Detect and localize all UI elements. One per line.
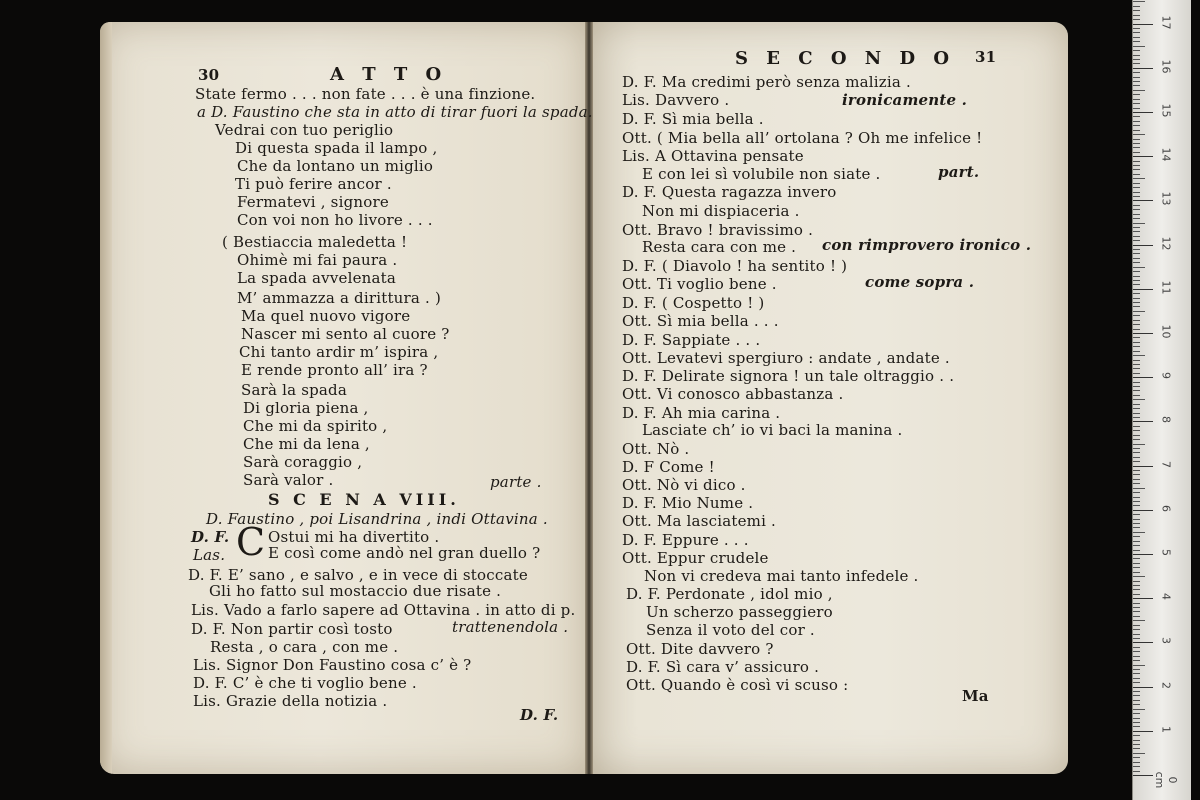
ruler-tick [1133,289,1153,290]
text-line: M’ ammazza a dirittura . ) [237,289,442,307]
ruler-label: 4 [1159,593,1173,601]
ruler-tick [1133,192,1140,193]
text-line: Ott. Bravo ! bravissimo . [622,221,814,239]
ruler-tick [1133,59,1140,60]
ruler-tick [1133,386,1140,387]
text-line: Ott. Ti voglio bene . [622,275,777,293]
page-edge [100,22,112,774]
ruler-tick [1133,510,1153,511]
text-line: Ott. Levatevi spergiuro : andate , andate . [622,349,950,367]
ruler-tick [1133,324,1140,325]
ruler-tick [1133,399,1145,400]
ruler-tick [1133,156,1153,157]
ruler-tick [1133,231,1140,232]
ruler-tick [1133,735,1140,736]
ruler-tick [1133,152,1140,153]
ruler-tick [1133,704,1140,705]
ruler-tick [1133,161,1140,162]
text-line: Ott. Quando è così vi scuso : [626,676,849,694]
book-gutter [585,22,593,774]
ruler-tick [1133,315,1140,316]
ruler-tick [1133,143,1140,144]
ruler-tick [1133,541,1140,542]
ruler-tick [1133,81,1140,82]
ruler-tick [1133,550,1140,551]
text-line: come sopra . [865,273,975,291]
ruler-tick [1133,77,1140,78]
text-line: Di questa spada il lampo , [235,139,438,157]
ruler-tick [1133,766,1140,767]
text-line: D. F. E’ sano , e salvo , e in vece di stoccate [188,566,528,584]
ruler-tick [1133,63,1140,64]
ruler-tick [1133,364,1140,365]
text-line: Sarà la spada [241,381,347,399]
text-line: Con voi non ho livore . . . [237,211,433,229]
ruler-tick [1133,435,1140,436]
text-line: D. F. Sì mia bella . [622,110,764,128]
ruler-tick [1133,669,1140,670]
ruler-tick [1133,130,1140,131]
ruler-tick [1133,479,1140,480]
ruler-tick [1133,262,1140,263]
ruler-tick [1133,99,1140,100]
ruler-tick [1133,421,1153,422]
ruler-tick [1133,19,1140,20]
ruler-tick [1133,638,1140,639]
ruler-tick [1133,762,1140,763]
ruler-tick [1133,187,1140,188]
text-line: Las. [193,546,226,564]
ruler-tick [1133,775,1153,776]
ruler-tick [1133,426,1140,427]
text-line: Che mi da lena , [243,435,370,453]
ruler-tick [1133,660,1140,661]
running-head: S E C O N D O [735,48,956,69]
ruler-tick [1133,753,1145,754]
ruler-tick [1133,169,1140,170]
ruler-tick [1133,603,1140,604]
text-line: parte . [490,473,542,491]
ruler-label: 0 cm [1153,771,1179,789]
ruler-tick [1133,103,1140,104]
ruler-tick [1133,390,1140,391]
ruler-tick [1133,267,1145,268]
ruler-tick [1133,293,1140,294]
text-line: Nascer mi sento al cuore ? [241,325,450,343]
ruler-tick [1133,695,1140,696]
ruler-tick [1133,598,1153,599]
ruler-tick [1133,276,1140,277]
ruler-label: 10 [1159,324,1173,339]
ruler-tick [1133,740,1140,741]
text-line: ironicamente . [842,91,968,109]
ruler-tick [1133,196,1140,197]
text-line: D. F. Eppure . . . [622,531,749,549]
ruler-tick [1133,413,1140,414]
ruler-tick [1133,280,1140,281]
text-line: Gli ho fatto sul mostaccio due risate . [209,582,502,600]
ruler-tick [1133,430,1140,431]
text-line: Non vi credeva mai tanto infedele . [644,567,919,585]
text-line: Ott. Nò . [622,440,690,458]
ruler-tick [1133,536,1140,537]
ruler-tick [1133,395,1140,396]
ruler-tick [1133,474,1140,475]
ruler-tick [1133,554,1153,555]
ruler-tick [1133,178,1145,179]
ruler-tick [1133,311,1145,312]
ruler-tick [1133,461,1140,462]
text-line: E rende pronto all’ ira ? [241,361,428,379]
text-line: Resta , o cara , con me . [210,638,399,656]
ruler-tick [1133,46,1145,47]
text-line: Ott. Ma lasciatemi . [622,512,776,530]
ruler-tick [1133,125,1140,126]
ruler-tick [1133,731,1153,732]
text-line: Un scherzo passeggiero [646,603,833,621]
ruler-tick [1133,214,1140,215]
text-line: Ma [962,687,989,705]
ruler-tick [1133,249,1140,250]
text-line: Vedrai con tuo periglio [215,121,394,139]
ruler-label: 8 [1159,416,1173,424]
ruler-label: 9 [1159,372,1173,380]
ruler-tick [1133,514,1140,515]
ruler-tick [1133,302,1140,303]
ruler-tick [1133,218,1140,219]
ruler-tick [1133,373,1140,374]
text-line: D. F. [520,706,559,724]
text-line: Sarà valor . [243,471,334,489]
ruler-tick [1133,320,1140,321]
ruler-tick [1133,722,1140,723]
ruler-tick [1133,6,1140,7]
ruler-tick [1133,68,1153,69]
ruler-tick [1133,360,1140,361]
ruler-tick [1133,665,1145,666]
text-line: Lis. Signor Don Faustino cosa c’ è ? [193,656,472,674]
ruler-tick [1133,85,1140,86]
ruler-label: 7 [1159,460,1173,468]
text-line: Che mi da spirito , [243,417,388,435]
ruler-tick [1133,448,1140,449]
ruler-label: 3 [1159,637,1173,645]
ruler-tick [1133,298,1140,299]
ruler-tick [1133,567,1140,568]
ruler-tick [1133,527,1140,528]
ruler-label: 6 [1159,504,1173,512]
ruler-tick [1133,673,1140,674]
ruler-tick [1133,408,1140,409]
text-line: Chi tanto ardir m’ ispira , [239,343,439,361]
ruler-label: 13 [1159,191,1173,206]
ruler-tick [1133,41,1140,42]
text-line: Ostui mi ha divertito . [268,528,440,546]
ruler-tick [1133,483,1140,484]
ruler-tick [1133,337,1140,338]
ruler-label: 15 [1159,103,1173,118]
ruler-tick [1133,545,1140,546]
text-line: State fermo . . . non fate . . . è una finzione. [195,85,536,103]
ruler-tick [1133,558,1140,559]
text-line: D. F. ( Cospetto ! ) [622,294,765,312]
text-line: a D. Faustino che sta in atto di tirar fuori la spada. [197,103,593,121]
text-line: S C E N A VIII. [268,490,460,509]
ruler-tick [1133,134,1145,135]
ruler-tick [1133,377,1153,378]
ruler-tick [1133,497,1140,498]
text-line: Sarà coraggio , [243,453,363,471]
ruler-tick [1133,351,1140,352]
text-line: D. F. Sappiate . . . [622,331,761,349]
text-line: Ott. ( Mia bella all’ ortolana ? Oh me infelice ! [622,129,983,147]
text-line: Resta cara con me . [642,238,797,256]
ruler-tick [1133,452,1140,453]
text-line: Che da lontano un miglio [237,157,434,175]
text-line: Ma quel nuovo vigore [241,307,411,325]
ruler-tick [1133,682,1140,683]
ruler-tick [1133,205,1140,206]
text-line: Lasciate ch’ io vi baci la manina . [642,421,903,439]
text-line: D. F Come ! [622,458,715,476]
text-line: part. [938,163,980,181]
ruler-tick [1133,271,1140,272]
text-line: D. F. Delirate signora ! un tale oltraggio . . [622,367,955,385]
ruler-tick [1133,382,1140,383]
ruler-tick [1133,174,1140,175]
ruler-label: 16 [1159,59,1173,74]
ruler-tick [1133,642,1153,643]
ruler-tick [1133,589,1140,590]
ruler-tick [1133,121,1140,122]
ruler-tick [1133,1,1145,2]
text-line: Non mi dispiaceria . [642,202,800,220]
ruler-tick [1133,501,1140,502]
ruler-tick [1133,24,1153,25]
text-line: Lis. Vado a farlo sapere ad Ottavina . in atto di p. [191,601,576,619]
text-line: Lis. A Ottavina pensate [622,147,804,165]
text-line: Senza il voto del cor . [646,621,815,639]
ruler-tick [1133,457,1140,458]
text-line: Di gloria piena , [243,399,369,417]
ruler-tick [1133,32,1140,33]
ruler-tick [1133,691,1140,692]
ruler-tick [1133,611,1140,612]
ruler-tick [1133,505,1140,506]
ruler-tick [1133,139,1140,140]
ruler-label: 14 [1159,147,1173,162]
measurement-ruler [1132,0,1191,800]
ruler-tick [1133,50,1140,51]
ruler-tick [1133,718,1140,719]
ruler-tick [1133,236,1140,237]
ruler-tick [1133,687,1153,688]
ruler-label: 5 [1159,549,1173,556]
text-line: ( Bestiaccia maledetta ! [222,233,408,251]
ruler-tick [1133,607,1140,608]
ruler-tick [1133,112,1153,113]
ruler-tick [1133,209,1140,210]
ruler-tick [1133,404,1140,405]
text-line: Ott. Eppur crudele [622,549,769,567]
text-line: con rimprovero ironico . [822,236,1032,254]
ruler-label: 2 [1159,681,1173,689]
ruler-label: 17 [1159,15,1173,30]
ruler-tick [1133,572,1140,573]
ruler-tick [1133,713,1140,714]
ruler-tick [1133,523,1140,524]
ruler-tick [1133,227,1140,228]
ruler-tick [1133,620,1145,621]
text-line: E con lei sì volubile non siate . [642,165,881,183]
ruler-tick [1133,333,1153,334]
ruler-tick [1133,563,1140,564]
ruler-tick [1133,581,1140,582]
ruler-tick [1133,240,1140,241]
ruler-tick [1133,616,1140,617]
ruler-tick [1133,634,1140,635]
ruler-label: 12 [1159,236,1173,251]
ruler-tick [1133,28,1140,29]
ruler-tick [1133,355,1145,356]
page-number: 31 [975,48,997,66]
ruler-tick [1133,748,1140,749]
ruler-tick [1133,200,1153,201]
text-line: Ti può ferire ancor . [235,175,392,193]
text-line: D. F. Mio Nume . [622,494,754,512]
ruler-tick [1133,116,1140,117]
ruler-tick [1133,90,1145,91]
text-line: Lis. Grazie della notizia . [193,692,388,710]
ruler-tick [1133,72,1140,73]
ruler-tick [1133,625,1140,626]
ruler-tick [1133,147,1140,148]
text-line: D. F. Perdonate , idol mio , [626,585,833,603]
text-line: Ohimè mi fai paura . [237,251,398,269]
ruler-tick [1133,15,1140,16]
ruler-tick [1133,417,1140,418]
ruler-label: 11 [1159,280,1173,295]
ruler-tick [1133,37,1140,38]
ruler-tick [1133,629,1140,630]
ruler-tick [1133,346,1140,347]
text-line: Ott. Nò vi dico . [622,476,746,494]
text-line: Ott. Vi conosco abbastanza . [622,385,844,403]
ruler-tick [1133,284,1140,285]
ruler-tick [1133,585,1140,586]
page-number: 30 [198,66,220,84]
ruler-tick [1133,253,1140,254]
ruler-tick [1133,576,1145,577]
ruler-tick [1133,470,1140,471]
ruler-tick [1133,342,1140,343]
ruler-tick [1133,757,1140,758]
ruler-tick [1133,492,1140,493]
ruler-tick [1133,519,1140,520]
ruler-tick [1133,726,1140,727]
ruler-label: 1 [1159,725,1173,733]
ruler-tick [1133,94,1140,95]
ruler-tick [1133,651,1140,652]
ruler-tick [1133,700,1140,701]
text-line: trattenendola . [452,618,569,636]
ruler-tick [1133,306,1140,307]
text-line: E così come andò nel gran duello ? [268,544,541,562]
text-line: La spada avvelenata [237,269,397,287]
text-line: D. F. Questa ragazza invero [622,183,837,201]
ruler-tick [1133,165,1140,166]
text-line: D. F. ( Diavolo ! ha sentito ! ) [622,257,848,275]
text-line: Lis. Davvero . [622,91,730,109]
ruler-tick [1133,183,1140,184]
ruler-tick [1133,245,1153,246]
text-line: D. F. C’ è che ti voglio bene . [193,674,417,692]
ruler-tick [1133,594,1140,595]
ruler-tick [1133,108,1140,109]
text-line: Ott. Dite davvero ? [626,640,774,658]
ruler-tick [1133,368,1140,369]
text-line: D. F. Ah mia carina . [622,404,781,422]
ruler-tick [1133,488,1145,489]
ruler-tick [1133,329,1140,330]
ruler-tick [1133,223,1145,224]
text-line: Fermatevi , signore [237,193,389,211]
ruler-tick [1133,647,1140,648]
text-line: Ott. Sì mia bella . . . [622,312,779,330]
ruler-tick [1133,532,1145,533]
ruler-tick [1133,439,1140,440]
ruler-tick [1133,55,1140,56]
text-line: D. F. [191,528,230,546]
text-line: D. F. Sì cara v’ assicuro . [626,658,820,676]
ruler-tick [1133,771,1140,772]
text-line: D. F. Ma credimi però senza malizia . [622,73,911,91]
running-head: A T T O [330,64,448,85]
text-line: D. F. Non partir così tosto [191,620,393,638]
ruler-tick [1133,10,1140,11]
text-line: D. Faustino , poi Lisandrina , indi Ottavina . [206,510,548,528]
ruler-tick [1133,656,1140,657]
ruler-tick [1133,709,1145,710]
ruler-tick [1133,678,1140,679]
ruler-tick [1133,444,1145,445]
ruler-tick [1133,744,1140,745]
ruler-tick [1133,466,1153,467]
text-line: C [236,520,266,564]
ruler-tick [1133,258,1140,259]
